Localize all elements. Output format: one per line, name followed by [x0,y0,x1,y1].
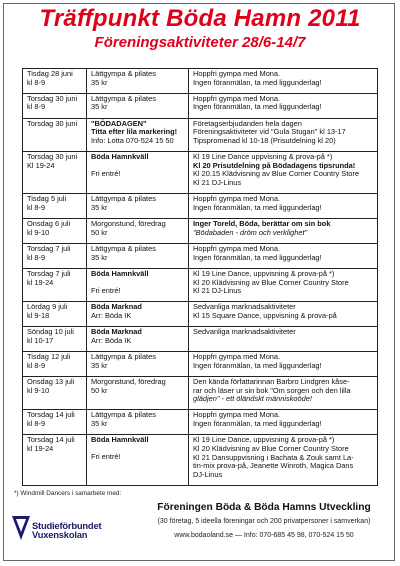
organization-contact: www.bodaoland.se — Info: 070-685 45 98, 070-524 15 50 [174,532,354,539]
activity-cell [87,244,189,268]
activity-line: Titta efter lila markering! [91,127,178,137]
info-cell [189,194,377,218]
info-line: Den kända författarinnan Barbro Lindgren kåse- [193,377,350,386]
date-cell [23,352,87,376]
date-cell [23,94,87,118]
schedule-row [23,435,377,485]
schedule-row [23,94,377,119]
date-cell [23,194,87,218]
schedule-row [23,410,377,435]
studieforbundet-logo [10,510,110,548]
info-line: Hoppfri gympa med Mona. [193,194,281,204]
activity-line: Böda Marknad [91,302,142,312]
date-cell [23,219,87,243]
info-cell [189,219,377,243]
info-cell [189,244,377,268]
activity-cell [87,194,189,218]
info-line: Kl 21 Dansuppvisning i Bachata & Zouk samt La- [193,452,354,462]
date-line: kl 19-24 [27,277,54,287]
schedule-row [23,219,377,244]
info-line: Kl 19 Line Dance, uppvisning & prova-på *) [193,268,335,278]
date-cell [23,435,87,485]
date-cell [23,152,87,193]
info-line: Ingen föranmälan, ta med liggunderlag! [193,202,322,212]
logo-text [32,521,101,539]
date-cell [23,302,87,326]
activity-line: Böda Hamnkväll [91,268,149,278]
activity-line: Arr: Böda IK [91,335,132,345]
info-line: glädjen" - ett öländskt människoöde! [193,394,312,404]
page-subtitle: Föreningsaktiviteter 28/6-14/7 [94,34,306,51]
info-line: Föreningsaktiviteter vid "Gula Stugan" kl 13-17 [193,127,346,137]
info-cell [189,269,377,301]
date-line: Lördag 9 juli [27,302,68,312]
activity-line: Böda Marknad [91,327,142,337]
info-line: Kl 20 Prisutdelning på Bödadagens tipsrunda! [193,160,356,170]
activity-line: Arr: Böda IK [91,310,132,320]
date-line: Kl 19-24 [27,160,55,170]
info-line: Företagserbjudanden hela dagen [193,118,302,128]
activity-cell [87,219,189,243]
info-cell [189,410,377,434]
activity-cell [87,119,189,151]
info-line: Kl 19 Line Dance uppvisning & prova-på *) [193,152,333,162]
schedule-row [23,152,377,194]
info-cell [189,377,377,409]
info-cell [189,69,377,93]
date-line: Torsdag 30 juni [27,93,78,103]
activity-line: Fri entré! [91,451,121,461]
info-line: Hoppfri gympa med Mona. [193,410,281,420]
info-line: Kl 20 Klädvisning av Blue Corner Country Store [193,443,349,453]
date-line: kl 8-9 [27,419,46,429]
info-line: Kl 21 DJ-Linus [193,178,242,187]
activity-line: Böda Hamnkväll [91,435,149,445]
activity-line: "BÖDADAGEN" [91,118,147,128]
date-cell [23,410,87,434]
organization-description: (30 företag, 5 ideella föreningar och 200 privatpersoner i samverkan) [157,518,371,525]
date-line: Torsdag 14 juli [27,435,75,445]
page-title: Träffpunkt Böda Hamn 2011 [39,5,361,32]
activity-line: 35 kr [91,202,108,212]
activity-line: Lättgympa & pilates [91,410,156,420]
activity-line: Fri entré! [91,168,121,178]
activity-line: 35 kr [91,360,108,370]
activity-line: Lättgympa & pilates [91,194,156,204]
activity-line: Böda Hamnkväll [91,152,149,162]
info-cell [189,435,377,485]
schedule-row [23,352,377,377]
date-line: Torsdag 7 juli [27,268,71,278]
activity-line: Lättgympa & pilates [91,93,156,103]
info-line: Ingen föranmälan, ta med liggunderlag! [193,77,322,87]
date-line: Torsdag 14 juli [27,410,75,420]
activity-line: 35 kr [91,252,108,262]
date-line: kl 19-24 [27,443,54,453]
activity-cell [87,410,189,434]
activity-line: Morgonstund, föredrag [91,219,166,229]
date-cell [23,119,87,151]
activity-line: 35 kr [91,419,108,429]
info-line: Tipspromenad kl 10-18 (Prisutdelning kl 20) [193,135,336,145]
info-line: Kl 21 DJ-Linus [193,286,242,296]
info-line: Hoppfri gympa med Mona. [193,352,281,362]
schedule-table [22,68,378,486]
date-line: kl 9-10 [27,385,50,395]
info-line: DJ-Linus [193,469,223,479]
info-line: Hoppfri gympa med Mona. [193,244,281,254]
date-line: kl 8-9 [27,202,46,212]
info-line: Kl 19 Line Dance, uppvisning & prova-på *) [193,435,335,445]
footnote: *) Windmill Dancers i samarbete med: [14,490,122,497]
activity-line: Fri entré! [91,285,121,295]
info-line: Kl 20 Klädvisning av Blue Corner Country Store [193,277,349,287]
activity-cell [87,269,189,301]
activity-cell [87,152,189,193]
activity-line: Morgonstund, föredrag [91,377,166,386]
activity-line: Lättgympa & pilates [91,352,156,362]
date-line: Torsdag 30 juni [27,118,78,128]
date-line: Onsdag 6 juli [27,219,71,229]
date-line: kl 9-18 [27,310,50,320]
info-line: Ingen föranmälan, ta med liggunderlag! [193,360,322,370]
date-cell [23,244,87,268]
schedule-row [23,269,377,302]
info-line: Inger Toreld, Böda, berättar om sin bok [193,219,331,229]
info-cell [189,152,377,193]
date-cell [23,377,87,409]
activity-cell [87,352,189,376]
info-line: Sedvanliga marknadsaktiviteter [193,327,296,337]
info-cell [189,94,377,118]
info-line: tin-mix prova-på, Jeanette Winroth, Magica Dans [193,461,354,471]
date-line: kl 8-9 [27,77,46,87]
date-cell [23,327,87,351]
activity-cell [87,94,189,118]
schedule-row [23,302,377,327]
schedule-row [23,194,377,219]
activity-line: 50 kr [91,227,108,237]
date-line: Torsdag 30 juni [27,152,78,162]
info-cell [189,302,377,326]
info-line: Hoppfri gympa med Mona. [193,93,281,103]
schedule-row [23,244,377,269]
activity-line: Lättgympa & pilates [91,69,156,78]
activity-line: 35 kr [91,102,108,112]
organization-name: Föreningen Böda & Böda Hamns Utveckling [157,502,371,513]
logo-text-line-1: Studieförbundet [32,520,102,531]
info-line: Kl 20.15 Klädvisning av Blue Corner Country Store [193,169,359,179]
date-line: Tisdag 28 juni [27,69,73,78]
info-line: Ingen föranmälan, ta med liggunderlag! [193,252,322,262]
date-line: kl 9-10 [27,227,50,237]
info-line: "Bödabaden - dröm och verklighet" [193,227,308,237]
schedule-row [23,327,377,352]
activity-cell [87,302,189,326]
info-line: Ingen föranmälan, ta med liggunderlag! [193,102,322,112]
logo-text-line-2: Vuxenskolan [32,529,88,540]
activity-cell [87,69,189,93]
info-cell [189,327,377,351]
activity-line: 35 kr [91,77,108,87]
date-line: Tisdag 12 juli [27,352,71,362]
date-cell [23,69,87,93]
date-cell [23,269,87,301]
date-line: Tisdag 5 juli [27,194,67,204]
activity-cell [87,377,189,409]
date-line: kl 8-9 [27,360,46,370]
info-cell [189,352,377,376]
schedule-row [23,69,377,94]
info-line: Hoppfri gympa med Mona. [193,69,281,78]
activity-line: Info: Lotta 070-524 15 50 [91,135,174,145]
date-line: kl 8-9 [27,252,46,262]
date-line: Onsdag 13 juli [27,377,75,386]
schedule-row [23,377,377,410]
info-line: Kl 15 Square Dance, uppvisning & prova-på [193,310,337,320]
activity-line: 50 kr [91,385,108,395]
activity-line: Lättgympa & pilates [91,244,156,254]
date-line: Söndag 10 juli [27,327,74,337]
info-line: Sedvanliga marknadsaktiviteter [193,302,296,312]
date-line: kl 8-9 [27,102,46,112]
activity-cell [87,327,189,351]
activity-cell [87,435,189,485]
info-cell [189,119,377,151]
info-line: rar och läser ur sin bok "Om sorgen och den lilla [193,385,351,395]
date-line: Torsdag 7 juli [27,244,71,254]
schedule-row [23,119,377,152]
date-line: kl 10-17 [27,335,54,345]
info-line: Ingen föranmälan, ta med liggunderlag! [193,419,322,429]
